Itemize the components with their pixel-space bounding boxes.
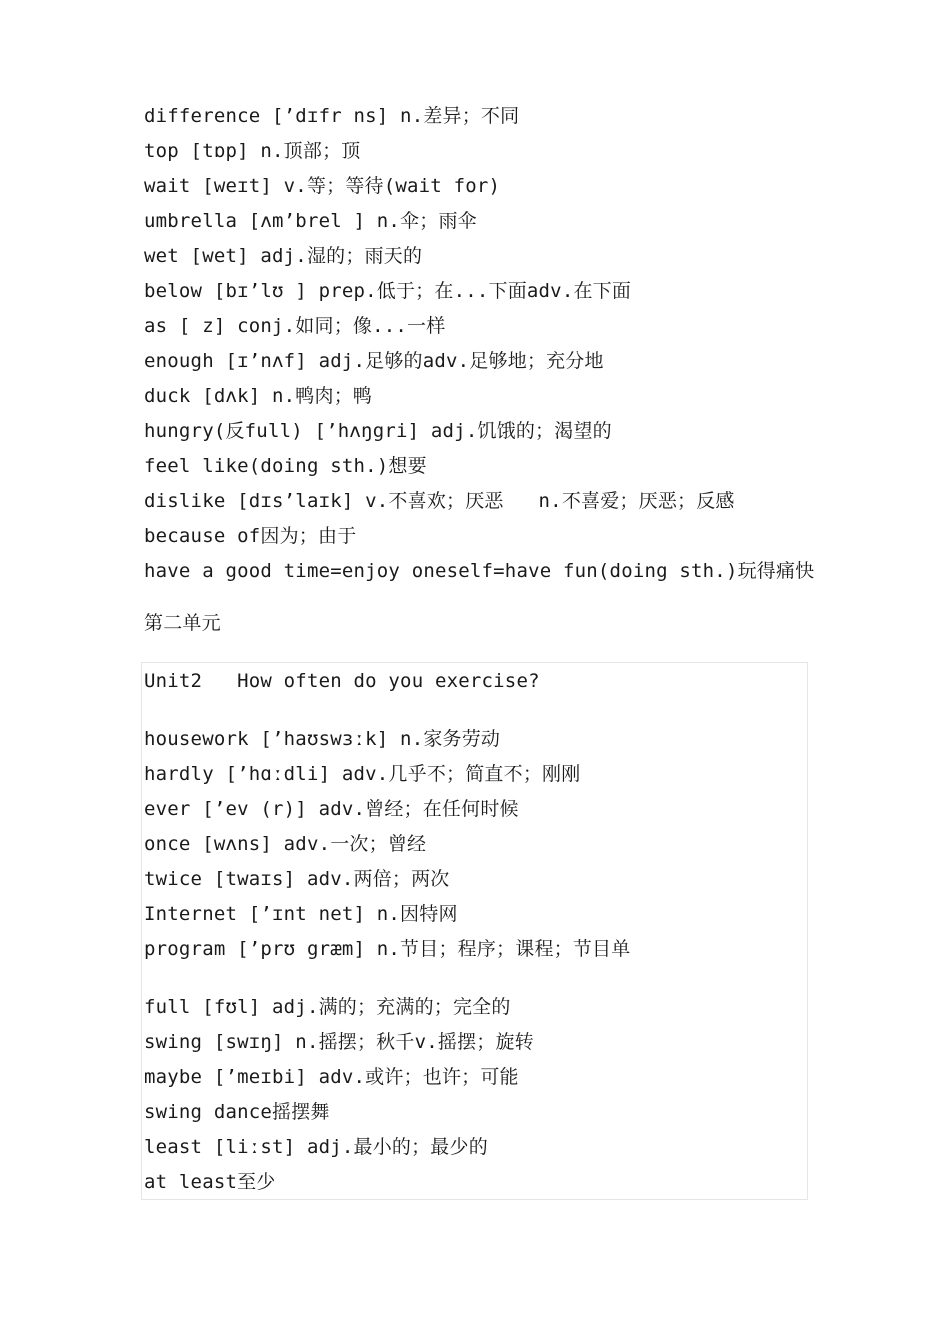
unit-title: Unit2 How often do you exercise? [144, 670, 540, 692]
vocab-entry: once [wʌns] adv.一次；曾经 [144, 833, 427, 855]
vocab-entry: difference [’dɪfr ns] n.差异；不同 [144, 105, 520, 127]
vocab-entry: hungry(反full) [’hʌŋgri] adj.饥饿的；渴望的 [144, 420, 612, 442]
vocab-entry: have a good time=enjoy oneself=have fun(doing sth.)玩得痛快 [144, 560, 815, 582]
vocab-entry: duck [dʌk] n.鸭肉；鸭 [144, 385, 373, 407]
vocab-entry: umbrella [ʌm’brel ] n.伞；雨伞 [144, 210, 477, 232]
section-heading: 第二单元 [144, 612, 221, 634]
vocab-entry: top [tɒp] n.顶部；顶 [144, 140, 361, 162]
vocab-entry: Internet [’ɪnt net] n.因特网 [144, 903, 458, 925]
vocab-entry: least [liːst] adj.最小的；最少的 [144, 1136, 488, 1158]
vocab-entry: program [’prʊ græm] n.节目；程序；课程；节目单 [144, 938, 631, 960]
vocab-entry: feel like(doing sth.)想要 [144, 455, 427, 477]
vocab-entry: swing dance摇摆舞 [144, 1101, 330, 1123]
vocab-entry: ever [’ev (r)] adv.曾经；在任何时候 [144, 798, 519, 820]
vocab-entry: maybe [’meɪbi] adv.或许；也许；可能 [144, 1066, 519, 1088]
vocab-entry: twice [twaɪs] adv.两倍；两次 [144, 868, 450, 890]
vocab-entry: wet [wet] adj.湿的；雨天的 [144, 245, 423, 267]
vocab-entry: because of因为；由于 [144, 525, 357, 547]
vocab-entry: dislike [dɪs’laɪk] v.不喜欢；厌恶 n.不喜爱；厌恶；反感 [144, 490, 735, 512]
vocab-entry: wait [weɪt] v.等；等待(wait for) [144, 175, 501, 197]
vocab-entry: below [bɪ’lʊ ] prep.低于；在...下面adv.在下面 [144, 280, 632, 302]
vocab-entry: at least至少 [144, 1171, 276, 1193]
vocab-entry: swing [swɪŋ] n.摇摆；秋千v.摇摆；旋转 [144, 1031, 534, 1053]
vocab-entry: full [fʊl] adj.满的；充满的；完全的 [144, 996, 511, 1018]
vocab-entry: housework [’haʊswɜːk] n.家务劳动 [144, 728, 501, 750]
vocab-entry: enough [ɪ’nʌf] adj.足够的adv.足够地；充分地 [144, 350, 604, 372]
vocab-entry: hardly [’hɑːdli] adv.几乎不；简直不；刚刚 [144, 763, 581, 785]
vocab-entry: as [ z] conj.如同；像...一样 [144, 315, 446, 337]
